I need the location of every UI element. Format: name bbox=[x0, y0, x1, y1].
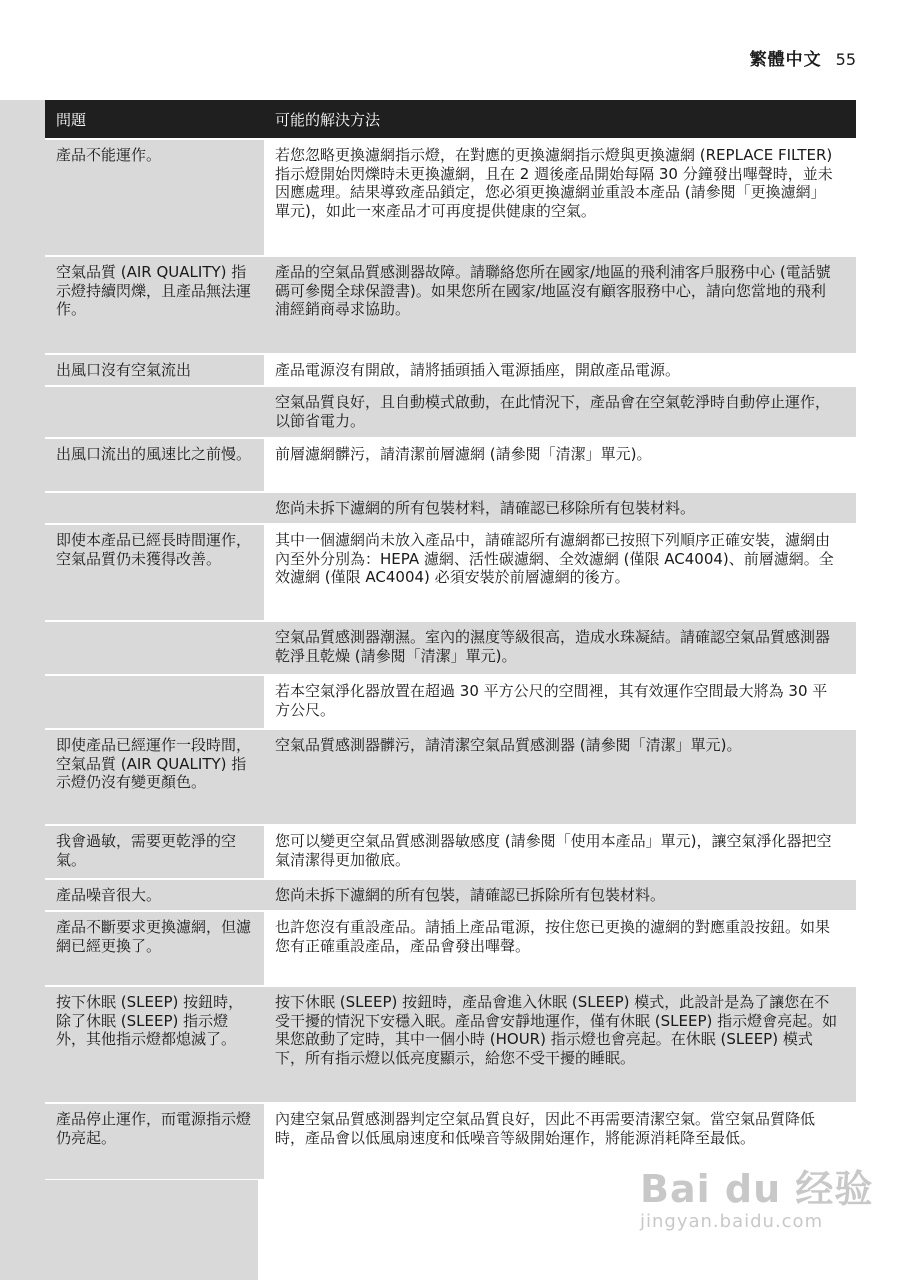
solution-cell: 產品的空氣品質感測器故障。請聯絡您所在國家/地區的飛利浦客戶服務中心 (電話號碼可參閱全球保證書)。如果您所在國家/地區沒有顧客服務中心，請向您當地的飛利浦經銷商尋求協助。 bbox=[275, 263, 831, 318]
page-number: 55 bbox=[835, 50, 856, 69]
troubleshooting-table bbox=[45, 100, 856, 1179]
solution-cell: 您尚未拆下濾網的所有包裝，請確認已拆除所有包裝材料。 bbox=[275, 886, 666, 904]
solution-cell: 空氣品質良好，且自動模式啟動，在此情況下，產品會在空氣乾淨時自動停止運作，以節省電力。 bbox=[275, 393, 831, 430]
problem-cell bbox=[45, 676, 264, 728]
solution-cell: 若本空氣淨化器放置在超過 30 平方公尺的空間裡，其有效運作空間最大將為 30 平方公尺。 bbox=[275, 682, 828, 719]
table-row bbox=[45, 385, 856, 437]
solution-cell: 也許您沒有重設產品。請插上產品電源，按住您已更換的濾網的對應重設按鈕。如果您有正確重設產品，產品會發出嗶聲。 bbox=[275, 918, 831, 955]
table-row bbox=[45, 674, 856, 728]
problem-cell: 產品不能運作。 bbox=[45, 140, 264, 255]
solution-cell: 您可以變更空氣品質感測器敏感度 (請參閱「使用本產品」單元)，讓空氣淨化器把空氣清潔得更加徹底。 bbox=[275, 832, 832, 869]
problem-cell bbox=[45, 622, 264, 674]
watermark-brand: Bai du 经验 bbox=[640, 1167, 874, 1211]
left-margin-band bbox=[0, 100, 45, 1280]
table-row bbox=[45, 910, 856, 985]
table-row bbox=[45, 620, 856, 674]
problem-cell: 產品停止運作，而電源指示燈仍亮起。 bbox=[45, 1104, 264, 1179]
solution-cell: 空氣品質感測器潮濕。室內的濕度等級很高，造成水珠凝結。請確認空氣品質感測器乾淨且乾燥 (請參閱「清潔」單元)。 bbox=[275, 628, 831, 665]
table-row bbox=[45, 437, 856, 491]
problem-cell: 我會過敏，需要更乾淨的空氣。 bbox=[45, 826, 264, 878]
solution-cell: 其中一個濾網尚未放入產品中，請確認所有濾網都已按照下列順序正確安裝，濾網由內至外分別為：HEPA 濾網、活性碳濾網、全效濾網 (僅限 AC4004)、前層濾網。全效濾網 (僅限 AC4004) 必須安裝於前層濾網的後方。 bbox=[275, 531, 834, 586]
problem-cell: 產品不斷要求更換濾網，但濾網已經更換了。 bbox=[45, 912, 264, 985]
problem-cell bbox=[45, 387, 264, 437]
table-row bbox=[45, 255, 856, 353]
column-header-solution: 可能的解決方法 bbox=[275, 110, 381, 129]
table-row bbox=[45, 728, 856, 824]
table-row bbox=[45, 353, 856, 385]
solution-cell: 您尚未拆下濾網的所有包裝材料，請確認已移除所有包裝材料。 bbox=[275, 499, 696, 517]
watermark-url: jingyan.baidu.com bbox=[640, 1211, 824, 1232]
problem-cell bbox=[45, 493, 264, 523]
solution-cell: 若您忽略更換濾網指示燈，在對應的更換濾網指示燈與更換濾網 (REPLACE FILTER) 指示燈開始閃爍時未更換濾網，且在 2 週後產品開始每隔 30 分鐘發出嗶聲時，並未因應處理。結果導致產品鎖定，您必須更換濾網並重設本產品 (請參閱「更換濾網」單元)，如此一來產品才可再度提供健康的空氣。 bbox=[275, 146, 833, 220]
table-row bbox=[45, 523, 856, 620]
problem-cell: 按下休眠 (SLEEP) 按鈕時，除了休眠 (SLEEP) 指示燈外，其他指示燈都熄滅了。 bbox=[45, 987, 264, 1102]
language-label: 繁體中文 bbox=[749, 50, 822, 70]
problem-cell: 出風口流出的風速比之前慢。 bbox=[45, 439, 264, 491]
table-row bbox=[45, 491, 856, 523]
page-header bbox=[750, 45, 856, 70]
bottom-margin-band bbox=[45, 1180, 258, 1280]
solution-cell: 內建空氣品質感測器判定空氣品質良好，因此不再需要清潔空氣。當空氣品質降低時，產品會以低風扇速度和低噪音等級開始運作，將能源消耗降至最低。 bbox=[275, 1110, 816, 1147]
table-row bbox=[45, 985, 856, 1102]
table-header bbox=[45, 100, 856, 138]
problem-cell: 即使本產品已經長時間運作，空氣品質仍未獲得改善。 bbox=[45, 525, 264, 620]
problem-cell: 產品噪音很大。 bbox=[45, 880, 264, 910]
solution-cell: 產品電源沒有開啟，請將插頭插入電源插座，開啟產品電源。 bbox=[275, 361, 681, 379]
watermark bbox=[640, 1158, 890, 1232]
problem-cell: 空氣品質 (AIR QUALITY) 指示燈持續閃爍，且產品無法運作。 bbox=[45, 257, 264, 353]
table-row bbox=[45, 138, 856, 255]
table-row bbox=[45, 878, 856, 910]
column-header-problem: 問題 bbox=[56, 110, 87, 129]
problem-cell: 即使產品已經運作一段時間，空氣品質 (AIR QUALITY) 指示燈仍沒有變更顏色。 bbox=[45, 730, 264, 824]
solution-cell: 空氣品質感測器髒污，請清潔空氣品質感測器 (請參閱「清潔」單元)。 bbox=[275, 736, 742, 754]
solution-cell: 按下休眠 (SLEEP) 按鈕時，產品會進入休眠 (SLEEP) 模式，此設計是為了讓您在不受干擾的情況下安穩入眠。產品會安靜地運作，僅有休眠 (SLEEP) 指示燈會亮起。如果您啟動了定時，其中一個小時 (HOUR) 指示燈也會亮起。在休眠 (SLEEP) 模式下，所有指示燈以低亮度顯示，給您不受干擾的睡眠。 bbox=[275, 993, 838, 1067]
solution-cell: 前層濾網髒污，請清潔前層濾網 (請參閱「清潔」單元)。 bbox=[275, 445, 652, 463]
problem-cell: 出風口沒有空氣流出 bbox=[45, 355, 264, 385]
table-row bbox=[45, 824, 856, 878]
